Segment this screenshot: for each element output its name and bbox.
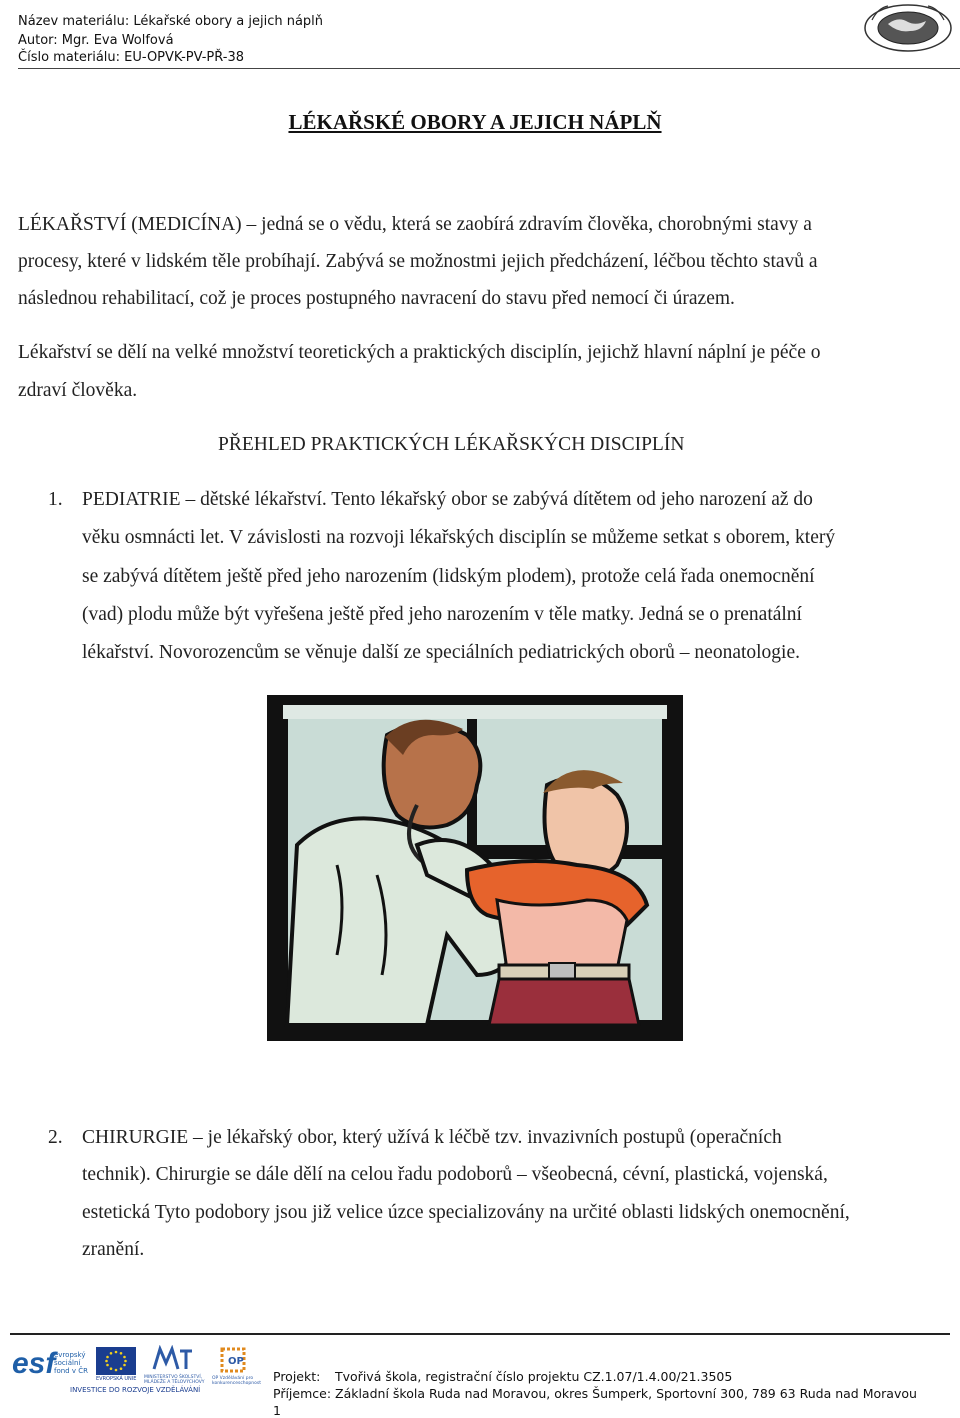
list-item-number: 1. (48, 489, 63, 510)
header-material-name: Název materiálu: Lékařské obory a jejich náplň (18, 14, 324, 29)
op-logo-icon (218, 1345, 248, 1375)
page-title: LÉKAŘSKÉ OBORY A JEJICH NÁPLŇ (288, 110, 662, 134)
intro-line: Lékařství se dělí na velké množství teoretických a praktických disciplín, jejichž hlavní náplní je péče o (18, 342, 821, 363)
intro-line: LÉKAŘSTVÍ (MEDICÍNA) – jedná se o vědu, která se zaobírá zdravím člověka, chorobnými stavy a (18, 214, 812, 235)
list-item-line: estetická Tyto podobory jsou již velice úzce specializovány na určité oblasti lidských onemocnění, (82, 1202, 850, 1223)
footer-divider (10, 1333, 950, 1335)
list-item-line: lékařství. Novorozencům se věnuje další ze speciálních pediatrických oborů – neonatologie. (82, 642, 801, 663)
list-item-line: technik). Chirurgie se dále dělí na celou řadu podoborů – všeobecná, cévní, plastická, vojenská, (82, 1164, 828, 1185)
list-item-number: 2. (48, 1127, 63, 1148)
page-number: 1 (273, 1403, 281, 1418)
esf-caption-line: fond v ČR (54, 1367, 88, 1375)
doctor-examining-boy-illustration (267, 695, 683, 1041)
school-logo (862, 2, 954, 54)
eu-flag-icon (96, 1347, 136, 1375)
esf-caption (54, 1351, 88, 1375)
footer-projekt-value: Tvořivá škola, registrační číslo projektu CZ.1.07/1.4.00/21.3505 (335, 1369, 733, 1384)
intro-line: zdraví člověka. (18, 380, 138, 401)
intro-line: následnou rehabilitací, což je proces postupného navracení do stavu před nemocí či úrazem. (18, 288, 735, 309)
header-author: Autor: Mgr. Eva Wolfová (18, 33, 174, 48)
list-item-line: CHIRURGIE – je lékařský obor, který užívá k léčbě tzv. invazivních postupů (operačních (82, 1127, 782, 1148)
footer-projekt-label: Projekt: (273, 1369, 321, 1384)
footer-prijemce-label: Příjemce: (273, 1386, 332, 1401)
footer-prijemce-value: Základní škola Ruda nad Moravou, okres Šumperk, Sportovní 300, 789 63 Ruda nad Moravou (335, 1386, 917, 1401)
esf-caption-line: sociální (54, 1359, 81, 1367)
msmt-logo-icon (150, 1345, 194, 1373)
svg-text:OP: OP (228, 1356, 244, 1367)
msmt-caption: MINISTERSTVO ŠKOLSTVÍ, MLÁDEŽE A TĚLOVÝCHOVY (144, 1375, 205, 1385)
header-divider (18, 68, 960, 69)
esf-caption-line: evropský (54, 1351, 86, 1359)
investice-banner: INVESTICE DO ROZVOJE VZDĚLÁVÁNÍ (70, 1386, 201, 1394)
footer-logos (12, 1345, 264, 1397)
esf-logo: esf (12, 1347, 56, 1380)
list-item-line: se zabývá dítětem ještě před jeho narozením (lidským plodem), protože celá řada onemocnění (82, 566, 815, 587)
list-item-line: zranění. (82, 1239, 145, 1260)
eu-caption: EVROPSKÁ UNIE (96, 1376, 137, 1382)
list-item-line: věku osmnácti let. V závislosti na rozvoji lékařských disciplín se můžeme setkat s oborem, který (82, 527, 836, 548)
op-caption: OP Vzdělávání pro konkurenceschopnost (212, 1376, 261, 1386)
list-item-line: PEDIATRIE – dětské lékařství. Tento lékařský obor se zabývá dítětem od jeho narození až do (82, 489, 813, 510)
header-material-number: Číslo materiálu: EU-OPVK-PV-PŘ-38 (18, 50, 245, 65)
intro-line: procesy, které v lidském těle probíhají. Zabývá se možnostmi jejich předcházení, léčbou těchto stavů a (18, 251, 818, 272)
section-heading: PŘEHLED PRAKTICKÝCH LÉKAŘSKÝCH DISCIPLÍN (218, 434, 685, 455)
list-item-line: (vad) plodu může být vyřešena ještě před jeho narozením v těle matky. Jedná se o prenatální (82, 604, 802, 625)
